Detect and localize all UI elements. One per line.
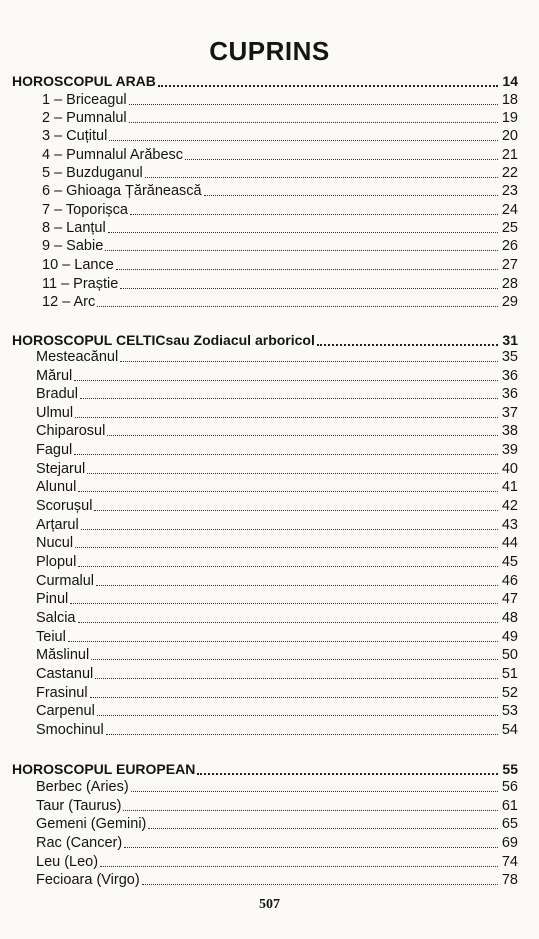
entry-label: Smochinul	[36, 722, 104, 738]
dot-leader	[108, 231, 498, 233]
entry-label: Mesteacănul	[36, 349, 119, 365]
page-ref: 14	[502, 73, 518, 89]
dot-leader	[142, 883, 498, 885]
dot-leader	[78, 621, 499, 623]
dot-leader	[96, 584, 498, 586]
page-ref: 55	[502, 761, 518, 777]
entry-label: Chiparosul	[36, 423, 106, 439]
toc-entry	[36, 590, 518, 608]
entry-label: Stejarul	[36, 461, 86, 477]
dot-leader	[158, 84, 498, 87]
dot-leader	[109, 139, 498, 141]
dot-leader	[97, 305, 498, 307]
dot-leader	[317, 343, 498, 346]
dot-leader	[75, 546, 498, 548]
section-title: HOROSCOPUL EUROPEAN	[12, 761, 196, 777]
entry-label: Leu (Leo)	[36, 854, 99, 870]
page-ref: 40	[501, 461, 518, 477]
toc-entry	[42, 164, 518, 182]
page-ref: 26	[501, 238, 518, 254]
toc-section-heading	[12, 760, 518, 778]
toc-entry	[36, 609, 518, 627]
page-ref: 45	[501, 554, 518, 570]
dot-leader	[80, 397, 498, 399]
page-ref: 44	[501, 535, 518, 551]
page-ref: 38	[501, 423, 518, 439]
page-ref: 21	[501, 147, 518, 163]
entry-label: Scorușul	[36, 498, 93, 514]
toc-entry	[36, 684, 518, 702]
page-ref: 36	[501, 368, 518, 384]
page-ref: 24	[501, 202, 518, 218]
toc-entry	[36, 497, 518, 515]
dot-leader	[124, 846, 498, 848]
dot-leader	[129, 103, 498, 105]
dot-leader	[185, 158, 498, 160]
page-ref: 78	[501, 872, 518, 888]
entry-label: Plopul	[36, 554, 77, 570]
page-number: 507	[259, 897, 280, 912]
toc-entry	[42, 293, 518, 311]
toc-entry	[42, 146, 518, 164]
toc-entry	[42, 256, 518, 274]
entry-label: Rac (Cancer)	[36, 835, 123, 851]
toc-entry	[42, 182, 518, 200]
page-ref: 74	[501, 854, 518, 870]
entry-label: 9 – Sabie	[42, 238, 104, 254]
page-ref: 18	[501, 92, 518, 108]
page-ref: 39	[501, 442, 518, 458]
toc-entry	[42, 127, 518, 145]
page-ref: 61	[501, 798, 518, 814]
toc-entry	[36, 778, 518, 796]
dot-leader	[204, 194, 498, 196]
dot-leader	[74, 379, 498, 381]
entry-label: 4 – Pumnalul Arăbesc	[42, 147, 184, 163]
entry-label: Bradul	[36, 386, 78, 402]
toc-entry	[36, 534, 518, 552]
page-ref: 65	[501, 816, 518, 832]
toc-entry	[36, 721, 518, 739]
entry-label: Carpenul	[36, 703, 95, 719]
dot-leader	[91, 658, 498, 660]
toc-entry	[36, 516, 518, 534]
page-ref: 25	[501, 220, 518, 236]
dot-leader	[197, 772, 498, 775]
dot-leader	[106, 733, 498, 735]
toc-entry	[36, 348, 518, 366]
entry-label: Salcia	[36, 610, 76, 626]
toc-entry	[36, 665, 518, 683]
toc-entry	[42, 219, 518, 237]
entry-label: Ulmul	[36, 405, 74, 421]
toc-section-heading	[12, 72, 518, 90]
dot-leader	[75, 416, 498, 418]
entry-label: Berbec (Aries)	[36, 779, 129, 795]
dot-leader	[120, 287, 498, 289]
dot-leader	[130, 213, 498, 215]
page-ref: 20	[501, 128, 518, 144]
toc-entry	[36, 834, 518, 852]
entry-label: 10 – Lance	[42, 257, 114, 273]
dot-leader	[148, 827, 498, 829]
dot-leader	[105, 249, 498, 251]
toc-entry	[36, 702, 518, 720]
entry-label: Castanul	[36, 666, 94, 682]
toc-entry	[36, 441, 518, 459]
toc-entry	[36, 572, 518, 590]
page-ref: 52	[501, 685, 518, 701]
entry-label: Frasinul	[36, 685, 88, 701]
page-ref: 51	[501, 666, 518, 682]
entry-label: 12 – Arc	[42, 294, 96, 310]
toc-entry	[42, 91, 518, 109]
entry-label: Arțarul	[36, 517, 79, 533]
entry-label: 8 – Lanțul	[42, 220, 106, 236]
toc-entry	[42, 275, 518, 293]
entry-label: 2 – Pumnalul	[42, 110, 127, 126]
page-ref: 36	[501, 386, 518, 402]
section-title: HOROSCOPUL ARAB	[12, 73, 156, 89]
entry-label: Teiul	[36, 629, 66, 645]
dot-leader	[123, 809, 498, 811]
dot-leader	[68, 640, 498, 642]
dot-leader	[129, 121, 498, 123]
page-ref: 49	[501, 629, 518, 645]
section-subtitle: sau Zodiacul arboricol	[165, 332, 315, 348]
entry-label: Nucul	[36, 535, 74, 551]
toc-entry	[36, 871, 518, 889]
page-ref: 42	[501, 498, 518, 514]
page-ref: 47	[501, 591, 518, 607]
section-title: HOROSCOPUL CELTIC	[12, 332, 166, 348]
page-ref: 35	[501, 349, 518, 365]
dot-leader	[81, 528, 498, 530]
page-ref: 41	[501, 479, 518, 495]
entry-label: Fagul	[36, 442, 73, 458]
toc-entry	[36, 460, 518, 478]
toc-entry	[42, 109, 518, 127]
entry-label: Gemeni (Gemini)	[36, 816, 147, 832]
dot-leader	[70, 602, 498, 604]
toc-entry	[36, 404, 518, 422]
page-ref: 31	[502, 332, 518, 348]
dot-leader	[107, 434, 498, 436]
dot-leader	[145, 176, 498, 178]
entry-label: Curmalul	[36, 573, 95, 589]
entry-label: 3 – Cuțitul	[42, 128, 108, 144]
toc-entry	[36, 797, 518, 815]
page-title: CUPRINS	[209, 36, 330, 66]
dot-leader	[90, 696, 498, 698]
page-ref: 56	[501, 779, 518, 795]
page-ref: 69	[501, 835, 518, 851]
dot-leader	[131, 790, 498, 792]
entry-label: Taur (Taurus)	[36, 798, 122, 814]
entry-label: 7 – Toporișca	[42, 202, 128, 218]
page-ref: 28	[501, 276, 518, 292]
dot-leader	[116, 268, 498, 270]
dot-leader	[74, 453, 498, 455]
entry-label: Pinul	[36, 591, 69, 607]
page-ref: 29	[501, 294, 518, 310]
page-ref: 27	[501, 257, 518, 273]
page-ref: 50	[501, 647, 518, 663]
entry-label: Măslinul	[36, 647, 90, 663]
page-ref: 54	[501, 722, 518, 738]
dot-leader	[78, 490, 498, 492]
toc-entry	[36, 478, 518, 496]
toc-entry	[36, 628, 518, 646]
dot-leader	[97, 714, 498, 716]
toc-entry	[36, 553, 518, 571]
dot-leader	[94, 509, 498, 511]
page-ref: 43	[501, 517, 518, 533]
entry-label: Mărul	[36, 368, 73, 384]
toc-entry	[42, 237, 518, 255]
dot-leader	[87, 472, 498, 474]
entry-label: 11 – Praștie	[42, 276, 119, 292]
toc-entry	[36, 815, 518, 833]
dot-leader	[95, 677, 498, 679]
page-ref: 37	[501, 405, 518, 421]
entry-label: 6 – Ghioaga Țărănească	[42, 183, 202, 199]
entry-label: Fecioara (Virgo)	[36, 872, 140, 888]
page-ref: 23	[501, 183, 518, 199]
page-ref: 22	[501, 165, 518, 181]
entry-label: 1 – Briceagul	[42, 92, 127, 108]
toc-entry	[36, 646, 518, 664]
entry-label: 5 – Buzduganul	[42, 165, 143, 181]
toc-entry	[36, 385, 518, 403]
entry-label: Alunul	[36, 479, 77, 495]
dot-leader	[78, 565, 498, 567]
page-ref: 46	[501, 573, 518, 589]
toc-entry	[36, 853, 518, 871]
toc-section-heading	[12, 331, 518, 349]
toc-entry	[42, 201, 518, 219]
page-ref: 48	[501, 610, 518, 626]
toc-entry	[36, 367, 518, 385]
dot-leader	[120, 360, 498, 362]
dot-leader	[100, 865, 498, 867]
page-ref: 19	[501, 110, 518, 126]
page-ref: 53	[501, 703, 518, 719]
toc-entry	[36, 422, 518, 440]
